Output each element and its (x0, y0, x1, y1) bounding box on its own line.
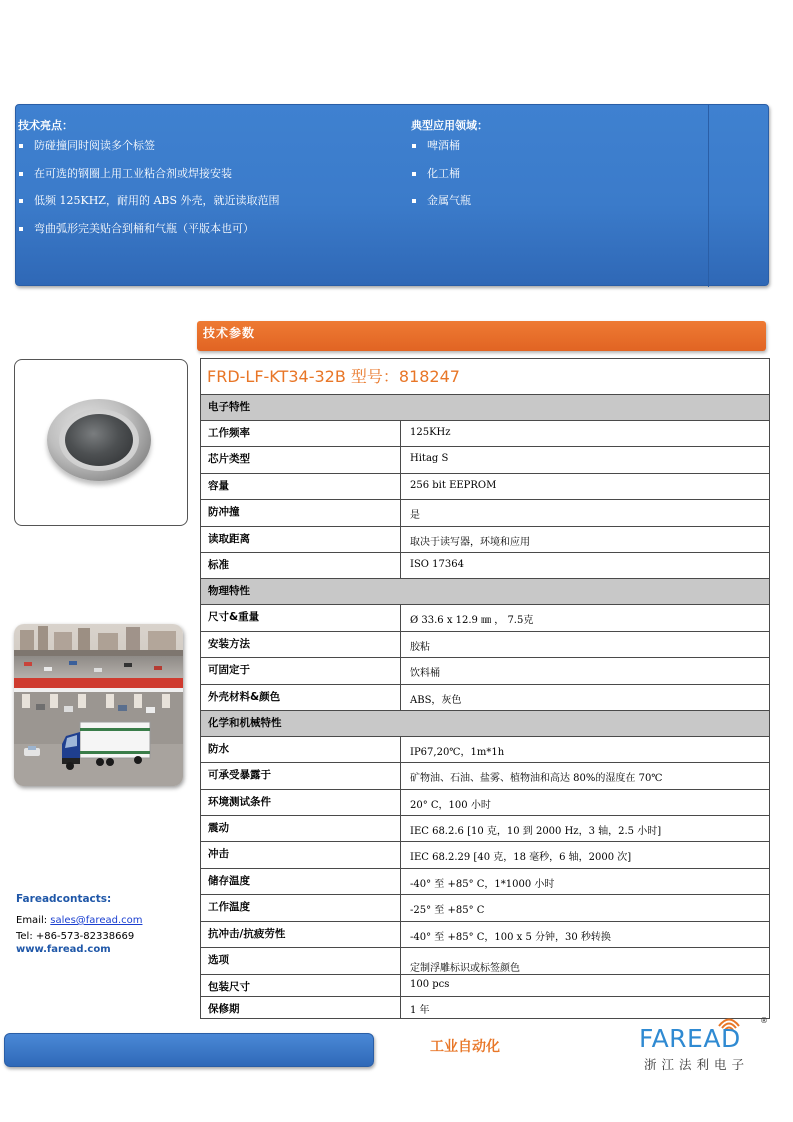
spec-label: 可固定于 (201, 658, 401, 684)
spec-label: 容量 (201, 473, 401, 499)
spec-value: ISO 17364 (401, 552, 770, 578)
toll-station-illustration (14, 624, 183, 786)
spec-row (201, 975, 770, 997)
highlight-item: 在可选的钢圈上用工业粘合剂或焊接安装 (18, 167, 280, 195)
application-item: 啤酒桶 (411, 139, 488, 167)
registered-mark: ® (760, 1016, 768, 1025)
highlights-title: 技术亮点： (18, 119, 73, 132)
spec-value: 1 年 (401, 997, 770, 1019)
highlight-item: 弯曲弧形完美贴合到桶和气瓶（平版本也可） (18, 222, 280, 250)
website-link[interactable]: www.faread.com (16, 944, 111, 955)
spec-row (201, 500, 770, 526)
spec-label: 读取距离 (201, 526, 401, 552)
spec-row (201, 948, 770, 975)
spec-label: 储存温度 (201, 868, 401, 894)
spec-row (201, 868, 770, 894)
spec-value: IEC 68.2.29 [40 克，18 毫秒，6 轴，2000 次] (401, 842, 770, 868)
logo-chinese-name: 浙江法利电子 (644, 1057, 750, 1072)
spec-value: 是 (401, 500, 770, 526)
spec-label: 标准 (201, 552, 401, 578)
highlights-list (18, 139, 280, 249)
spec-label: 震动 (201, 816, 401, 842)
spec-value: 定制浮雕标识或标签颜色 (401, 948, 770, 975)
contacts-title: Fareadcontacts: (16, 893, 112, 905)
spec-value: IP67,20℃，1m*1h (401, 736, 770, 762)
spec-value: Ø 33.6 x 12.9 ㎜ ， 7.5克 (401, 605, 770, 631)
spec-label: 工作频率 (201, 421, 401, 447)
spec-label: 包装尺寸 (201, 975, 401, 997)
email-line (16, 915, 142, 926)
spec-label: 保修期 (201, 997, 401, 1019)
spec-row (201, 895, 770, 921)
section-chemical-mechanical: 化学和机械特性 (201, 710, 770, 736)
spec-value: -40° 至 +85° C，100 x 5 分钟，30 秒转换 (401, 921, 770, 947)
spec-label: 冲击 (201, 842, 401, 868)
spec-label: 外壳材料&颜色 (201, 684, 401, 710)
spec-label: 安装方法 (201, 631, 401, 657)
contacts-block (16, 893, 142, 955)
spec-row (201, 447, 770, 473)
spec-row (201, 816, 770, 842)
spec-value: 100 pcs (401, 975, 770, 997)
phone-number: Tel: +86-573-82338669 (16, 931, 135, 942)
spec-value: 饮料桶 (401, 658, 770, 684)
applications-title: 典型应用领域： (411, 119, 488, 132)
spec-label: 抗冲击/抗疲劳性 (201, 921, 401, 947)
spec-value: -25° 至 +85° C (401, 895, 770, 921)
highway-toll-photo (14, 624, 183, 786)
spec-label: 防水 (201, 736, 401, 762)
spec-row (201, 684, 770, 710)
product-model-title: FRD-LF-KT34-32B 型号：818247 (201, 359, 770, 395)
spec-row (201, 789, 770, 815)
spec-label: 环境测试条件 (201, 789, 401, 815)
product-image-box (14, 359, 188, 526)
spec-row (201, 658, 770, 684)
highlight-item: 低频 125KHZ，耐用的 ABS 外壳，就近读取范围 (18, 194, 280, 222)
spec-label: 防冲撞 (201, 500, 401, 526)
spec-label: 可承受暴露于 (201, 763, 401, 789)
spec-value: 矿物油、石油、盐雾、植物油和高达 80%的湿度在 70℃ (401, 763, 770, 789)
spec-value: 胶粘 (401, 631, 770, 657)
email-link[interactable]: sales@faread.com (50, 915, 143, 926)
spec-value: ABS，灰色 (401, 684, 770, 710)
spec-label: 尺寸&重量 (201, 605, 401, 631)
spec-row (201, 605, 770, 631)
spec-row (201, 473, 770, 499)
spec-value: -40° 至 +85° C，1*1000 小时 (401, 868, 770, 894)
spec-label: 选项 (201, 948, 401, 975)
spec-row (201, 842, 770, 868)
rfid-tag-image (47, 399, 151, 481)
spec-table (200, 358, 770, 1019)
highlights-column (18, 119, 280, 249)
banner-divider (708, 105, 709, 287)
spec-row (201, 763, 770, 789)
spec-row (201, 736, 770, 762)
spec-value: 20° C，100 小时 (401, 789, 770, 815)
spec-row (201, 421, 770, 447)
spec-value: 125KHz (401, 421, 770, 447)
spec-value: Hitag S (401, 447, 770, 473)
applications-column (411, 119, 488, 222)
application-item: 金属气瓶 (411, 194, 488, 222)
spec-row (201, 526, 770, 552)
faread-logo (637, 1016, 777, 1076)
applications-list (411, 139, 488, 222)
highlights-banner (15, 104, 769, 286)
spec-row (201, 552, 770, 578)
footer-category-label: 工业自动化 (430, 1039, 500, 1055)
section-electronic: 电子特性 (201, 395, 770, 421)
footer-blue-bar (4, 1033, 374, 1067)
logo-wordmark: FAREAD (639, 1024, 741, 1053)
spec-label: 芯片类型 (201, 447, 401, 473)
spec-value: 取决于读写器，环境和应用 (401, 526, 770, 552)
email-label: Email: (16, 915, 51, 926)
spec-label: 工作温度 (201, 895, 401, 921)
highlight-item: 防碰撞同时阅读多个标签 (18, 139, 280, 167)
application-item: 化工桶 (411, 167, 488, 195)
spec-value: IEC 68.2.6 [10 克，10 到 2000 Hz，3 轴，2.5 小时] (401, 816, 770, 842)
tag-center (65, 414, 133, 466)
tech-params-header: 技术参数 (197, 321, 766, 351)
spec-value: 256 bit EEPROM (401, 473, 770, 499)
section-physical: 物理特性 (201, 579, 770, 605)
spec-row (201, 921, 770, 947)
spec-row (201, 631, 770, 657)
